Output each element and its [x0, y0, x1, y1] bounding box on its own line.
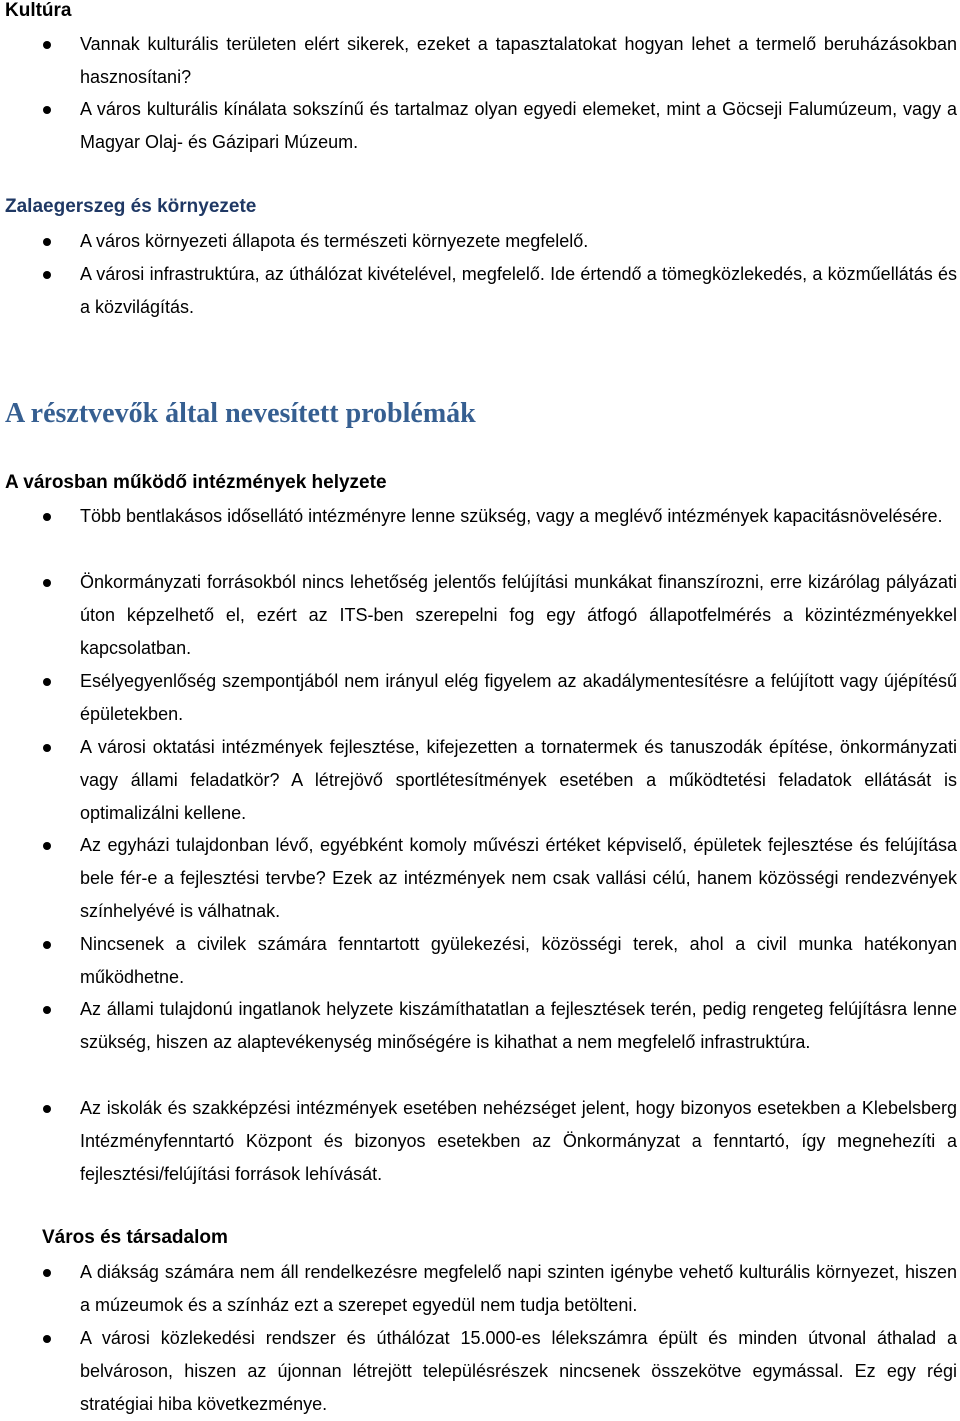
section-heading-zalaegerszeg: Zalaegerszeg és környezete [5, 196, 257, 217]
list-item: A városi oktatási intézmények fejlesztése, kifejezetten a tornatermek és tanuszodák építése, önkormányzati vagy állami feladatkör? A létrejövő sportlétesítmények esetében a működtetési feladatok ellátását is optimalizálni kellene. [40, 731, 957, 830]
page-title: A résztvevők által nevesített problémák [5, 398, 476, 429]
bullet-icon [43, 1006, 51, 1014]
bullet-icon [43, 842, 51, 850]
bullet-icon [43, 106, 51, 114]
list-item: Esélyegyenlőség szempontjából nem irányul elég figyelem az akadálymentesítésre a felújított vagy újépítésű épületekben. [40, 665, 957, 731]
list-item: Több bentlakásos idősellátó intézményre lenne szükség, vagy a meglévő intézmények kapacitásnövelésére. [40, 500, 957, 533]
bullet-icon [43, 1269, 51, 1277]
list-item: Önkormányzati forrásokból nincs lehetőség jelentős felújítási munkákat finanszírozni, erre kizárólag pályázati úton képzelhető el, ezért az ITS-ben szerepelni fog egy átfogó állapotfelmérés a közintézményekkel kapcsolatban. [40, 566, 957, 665]
bullet-icon [43, 1335, 51, 1343]
list-item: Nincsenek a civilek számára fenntartott gyülekezési, közösségi terek, ahol a civil munka hatékonyan működhetne. [40, 928, 957, 994]
bullet-icon [43, 513, 51, 521]
bullet-icon [43, 579, 51, 587]
section-heading-varos: Város és társadalom [42, 1227, 228, 1248]
bullet-icon [43, 744, 51, 752]
list-item: Az állami tulajdonú ingatlanok helyzete kiszámíthatatlan a fejlesztések terén, pedig rengeteg felújításra lenne szükség, hiszen az alaptevékenység minőségére is kihathat a nem megfelelő infrastruktúra. [40, 993, 957, 1059]
bullet-icon [43, 41, 51, 49]
section-heading-kultura: Kultúra [5, 0, 72, 21]
list-item: A város kulturális kínálata sokszínű és tartalmaz olyan egyedi elemeket, mint a Göcseji Falumúzeum, vagy a Magyar Olaj- és Gázipari Múzeum. [40, 93, 957, 158]
list-item: A városi közlekedési rendszer és úthálózat 15.000-es lélekszámra épült és minden útvonal áthalad a belvároson, hiszen az újonnan létrejött településrészek nincsenek összekötve egymással. Ez egy régi stratégiai hiba következménye. [40, 1322, 957, 1421]
list-item: Az egyházi tulajdonban lévő, egyébként komoly művészi értéket képviselő, épületek fejlesztése és felújítása bele fér-e a fejlesztési tervbe? Ezek az intézmények nem csak vallási célú, hanem közösségi rendezvények színhelyévé is válhatnak. [40, 829, 957, 928]
list-item: A város környezeti állapota és természeti környezete megfelelő. [40, 225, 957, 258]
bullet-icon [43, 941, 51, 949]
list-item: A diákság számára nem áll rendelkezésre megfelelő napi szinten igénybe vehető kulturális környezet, hiszen a múzeumok és a színház ezt a szerepet egyedül nem tudja betölteni. [40, 1256, 957, 1322]
bullet-icon [43, 678, 51, 686]
section-heading-intezmenyek: A városban működő intézmények helyzete [5, 472, 387, 493]
list-item: Vannak kulturális területen elért sikerek, ezeket a tapasztalatokat hogyan lehet a termelő beruházásokban hasznosítani? [40, 28, 957, 93]
list-item: Az iskolák és szakképzési intézmények esetében nehézséget jelent, hogy bizonyos esetekben a Klebelsberg Intézményfenntartó Központ és bizonyos esetekben az Önkormányzat a fenntartó, így megnehezíti a fejlesztési/felújítási források lehívását. [40, 1092, 957, 1191]
bullet-icon [43, 1105, 51, 1113]
bullet-icon [43, 238, 51, 246]
bullet-icon [43, 271, 51, 279]
list-item: A városi infrastruktúra, az úthálózat kivételével, megfelelő. Ide értendő a tömegközlekedés, a közműellátás és a közvilágítás. [40, 258, 957, 324]
